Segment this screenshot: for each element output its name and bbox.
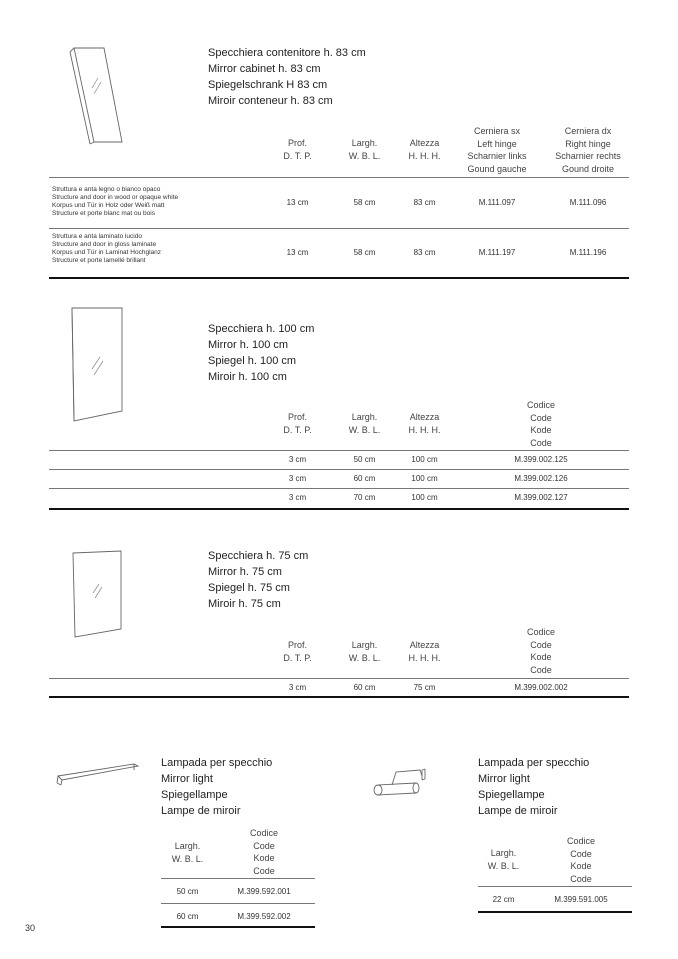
mirror-75-bottom-rule xyxy=(49,696,629,698)
mirror-75-row-1-prof: 3 cm xyxy=(288,683,307,692)
cabinet-header-left-hinge: Cerniera sx Left hinge Scharnier links Gound gauche xyxy=(467,126,527,174)
mirror-light-spot-header-code: Codice Code Kode Code xyxy=(566,836,595,884)
mirror-100-header-prof: Prof. D. T. P. xyxy=(283,412,312,435)
mirror-100-row-1-largh: 50 cm xyxy=(353,455,376,464)
mirror-light-bar-title-block xyxy=(161,755,272,819)
mirror-100-title-de: Spiegel h. 100 cm xyxy=(208,355,297,367)
cabinet-row-1-left-code: M.111.097 xyxy=(478,198,516,207)
cabinet-title-block xyxy=(208,45,366,109)
cabinet-row-1-right-code: M.111.096 xyxy=(569,198,607,207)
mirror-light-bar-row-1-code: M.399.592.001 xyxy=(237,887,291,896)
mirror-light-bar-bottom-rule xyxy=(161,926,315,928)
mirror-light-bar-title-de: Spiegellampe xyxy=(161,789,228,801)
cabinet-title-de: Spiegelschrank H 83 cm xyxy=(208,79,328,91)
cabinet-bottom-rule xyxy=(49,277,629,279)
mirror-100-row-rule xyxy=(49,488,629,489)
mirror-light-spot-row-1-code: M.399.591.005 xyxy=(554,895,608,904)
mirror-75-header-largh: Largh. W. B. L. xyxy=(348,640,381,663)
mirror-light-spot-title-it: Lampada per specchio xyxy=(478,757,590,769)
mirror-100-header-rule xyxy=(49,450,629,451)
cabinet-row-2-left-code: M.111.197 xyxy=(478,248,516,257)
mirror-75-row-1-code: M.399.002.002 xyxy=(514,683,568,692)
mirror-100-row-rule xyxy=(49,469,629,470)
mirror-cabinet-illustration xyxy=(68,44,128,148)
mirror-light-spot-title-de: Spiegellampe xyxy=(478,789,545,801)
mirror-100-row-2-largh: 60 cm xyxy=(353,474,376,483)
cabinet-title-fr: Miroir conteneur h. 83 cm xyxy=(208,95,333,107)
mirror-light-spot-header-rule xyxy=(478,886,632,887)
mirror-100-illustration xyxy=(70,305,126,423)
mirror-100-row-2-altezza: 100 cm xyxy=(411,474,438,483)
mirror-light-spot-title-fr: Lampe de miroir xyxy=(478,805,558,817)
mirror-light-bar-title-en: Mirror light xyxy=(161,773,213,785)
mirror-100-row-1-altezza: 100 cm xyxy=(411,455,438,464)
page-number: 30 xyxy=(25,923,36,933)
cabinet-row-2-description: Struttura e anta laminato lucido Structure and door in gloss laminate Korpus und Tür in Laminat Hochglanz Structure et porte lamellé brillant xyxy=(52,233,161,264)
mirror-100-row-3-prof: 3 cm xyxy=(288,493,307,502)
mirror-light-spot-row-1-largh: 22 cm xyxy=(492,895,515,904)
mirror-75-header-altezza: Altezza H. H. H. xyxy=(408,640,441,663)
cabinet-row-2-prof: 13 cm xyxy=(286,248,309,257)
cabinet-row-1-prof: 13 cm xyxy=(286,198,309,207)
cabinet-header-altezza: Altezza H. H. H. xyxy=(408,138,441,161)
mirror-light-bar-header-rule xyxy=(161,878,315,879)
mirror-75-title-en: Mirror h. 75 cm xyxy=(208,566,282,578)
mirror-light-bar-title-fr: Lampe de miroir xyxy=(161,805,241,817)
mirror-light-bar-illustration xyxy=(54,760,140,786)
cabinet-row-rule xyxy=(49,228,629,229)
mirror-100-row-1-prof: 3 cm xyxy=(288,455,307,464)
mirror-75-illustration xyxy=(71,549,125,639)
mirror-100-header-code: Codice Code Kode Code xyxy=(526,400,555,448)
mirror-100-row-2-prof: 3 cm xyxy=(288,474,307,483)
mirror-100-title-fr: Miroir h. 100 cm xyxy=(208,371,287,383)
cabinet-row-2-altezza: 83 cm xyxy=(413,248,436,257)
mirror-light-bar-row-1-largh: 50 cm xyxy=(176,887,199,896)
mirror-100-title-block xyxy=(208,321,314,385)
mirror-100-row-2-code: M.399.002.126 xyxy=(514,474,568,483)
mirror-light-spot-title-block xyxy=(478,755,589,819)
mirror-light-bar-row-rule xyxy=(161,903,315,904)
mirror-75-title-fr: Miroir h. 75 cm xyxy=(208,598,281,610)
cabinet-row-1-largh: 58 cm xyxy=(353,198,376,207)
cabinet-header-prof: Prof. D. T. P. xyxy=(283,138,312,161)
mirror-light-spot-illustration xyxy=(368,766,430,800)
mirror-100-row-3-code: M.399.002.127 xyxy=(514,493,568,502)
cabinet-title-it: Specchiera contenitore h. 83 cm xyxy=(208,47,366,59)
mirror-75-title-de: Spiegel h. 75 cm xyxy=(208,582,290,594)
cabinet-row-2-right-code: M.111.196 xyxy=(569,248,607,257)
mirror-75-header-prof: Prof. D. T. P. xyxy=(283,640,312,663)
mirror-light-spot-title-en: Mirror light xyxy=(478,773,530,785)
mirror-light-bar-row-2-largh: 60 cm xyxy=(176,912,199,921)
mirror-100-row-1-code: M.399.002.125 xyxy=(514,455,568,464)
mirror-100-row-3-largh: 70 cm xyxy=(353,493,376,502)
mirror-75-header-code: Codice Code Kode Code xyxy=(526,627,555,675)
cabinet-row-1-description: Struttura e anta legno o bianco opaco Structure and door in wood or opaque white Korpus und Tür in Holz oder Weiß matt Structure et porte blanc mat ou bois xyxy=(52,186,179,217)
mirror-75-header-rule xyxy=(49,678,629,679)
mirror-light-spot-bottom-rule xyxy=(478,911,632,913)
mirror-light-bar-row-2-code: M.399.592.002 xyxy=(237,912,291,921)
cabinet-header-rule xyxy=(49,177,629,178)
mirror-100-title-en: Mirror h. 100 cm xyxy=(208,339,289,351)
cabinet-header-right-hinge: Cerniera dx Right hinge Scharnier rechts Gound droite xyxy=(555,126,621,174)
mirror-100-row-3-altezza: 100 cm xyxy=(411,493,438,502)
mirror-75-row-1-altezza: 75 cm xyxy=(413,683,436,692)
mirror-75-title-it: Specchiera h. 75 cm xyxy=(208,550,309,562)
mirror-100-header-largh: Largh. W. B. L. xyxy=(348,412,381,435)
mirror-light-bar-header-largh: Largh. W. B. L. xyxy=(171,841,204,864)
mirror-100-bottom-rule xyxy=(49,508,629,510)
cabinet-row-2-largh: 58 cm xyxy=(353,248,376,257)
mirror-light-bar-title-it: Lampada per specchio xyxy=(161,757,273,769)
cabinet-title-en: Mirror cabinet h. 83 cm xyxy=(208,63,321,75)
mirror-light-bar-header-code: Codice Code Kode Code xyxy=(249,828,278,876)
cabinet-header-largh: Largh. W. B. L. xyxy=(348,138,381,161)
mirror-100-header-altezza: Altezza H. H. H. xyxy=(408,412,441,435)
cabinet-row-1-altezza: 83 cm xyxy=(413,198,436,207)
mirror-light-spot-header-largh: Largh. W. B. L. xyxy=(487,848,520,871)
mirror-100-title-it: Specchiera h. 100 cm xyxy=(208,323,315,335)
mirror-75-title-block xyxy=(208,548,308,612)
mirror-75-row-1-largh: 60 cm xyxy=(353,683,376,692)
